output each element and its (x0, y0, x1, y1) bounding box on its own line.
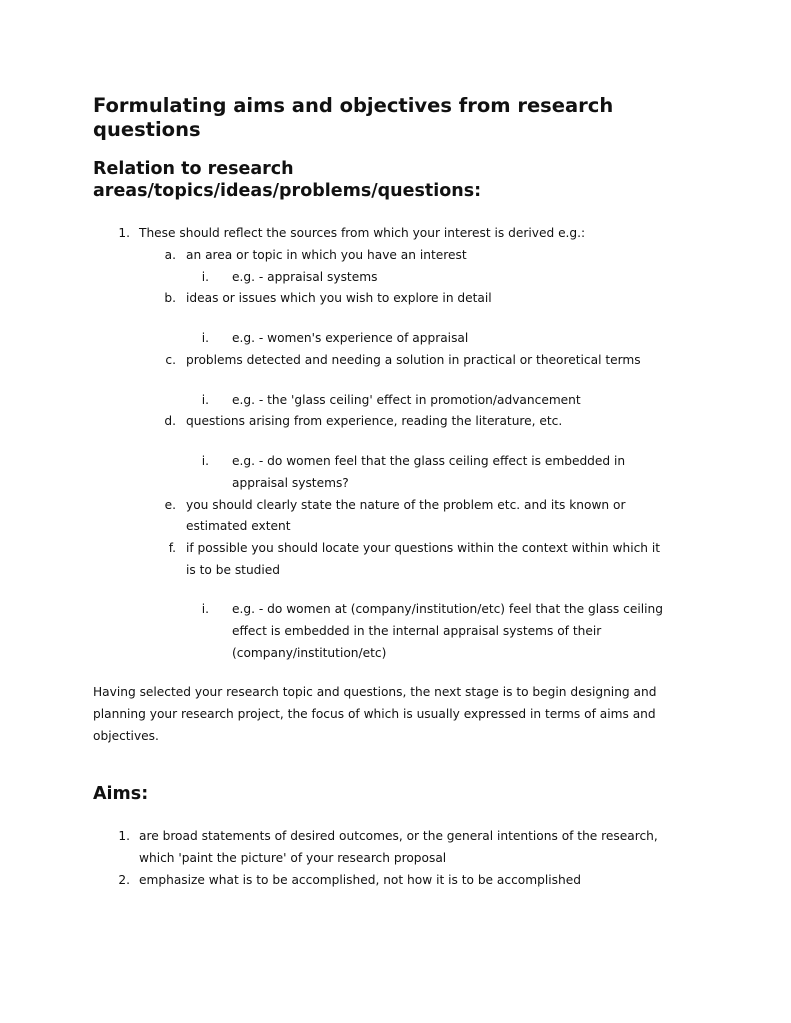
subsublist-marker: i. (201, 270, 209, 284)
subsublist-item-text-continued: appraisal systems? (232, 476, 349, 490)
sublist-item-text: ideas or issues which you wish to explore in detail (186, 291, 492, 305)
list-item-text-continued: which 'paint the picture' of your research proposal (139, 851, 447, 865)
subsublist-item-text: e.g. - appraisal systems (232, 270, 378, 284)
aims-heading: Aims: (93, 784, 149, 804)
list-marker: 1. (118, 226, 130, 240)
subsublist-marker: i. (201, 393, 209, 407)
sublist-item-text: if possible you should locate your questions within the context within which it (186, 541, 661, 555)
list-item-text: These should reflect the sources from which your interest is derived e.g.: (139, 226, 586, 240)
subsublist-marker: i. (201, 602, 209, 616)
sublist-item-text: questions arising from experience, reading the literature, etc. (186, 414, 563, 428)
subsublist-marker: i. (201, 454, 209, 468)
body-paragraph-line-2: planning your research project, the focus of which is usually expressed in terms of aims and (93, 707, 656, 721)
subsublist-item-text: e.g. - women's experience of appraisal (232, 331, 469, 345)
document-title-line-1: Formulating aims and objectives from research (93, 94, 614, 117)
subsublist-marker: i. (201, 331, 209, 345)
body-paragraph-line-3: objectives. (93, 729, 159, 743)
sublist-item-text: you should clearly state the nature of the problem etc. and its known or (186, 498, 626, 512)
subsublist-item-text: e.g. - the 'glass ceiling' effect in promotion/advancement (232, 393, 581, 407)
relation-heading-line-2: areas/topics/ideas/problems/questions: (93, 181, 482, 201)
subsublist-item-text: e.g. - do women feel that the glass ceiling effect is embedded in (232, 454, 626, 468)
subsublist-item-text-continued: effect is embedded in the internal appraisal systems of their (232, 624, 602, 638)
sublist-marker: a. (164, 248, 176, 262)
sublist-item-text: an area or topic in which you have an interest (186, 248, 467, 262)
list-item-text: emphasize what is to be accomplished, not how it is to be accomplished (139, 873, 581, 887)
subsublist-item-text-continued: (company/institution/etc) (232, 646, 387, 660)
sublist-marker: d. (164, 414, 176, 428)
list-item-text: are broad statements of desired outcomes, or the general intentions of the research, (139, 829, 658, 843)
relation-heading-line-1: Relation to research (93, 159, 294, 179)
sublist-marker: e. (164, 498, 176, 512)
sublist-marker: b. (164, 291, 176, 305)
list-marker: 2. (118, 873, 130, 887)
sublist-item-text-continued: is to be studied (186, 563, 281, 577)
sublist-item-text: problems detected and needing a solution in practical or theoretical terms (186, 353, 641, 367)
document-title-line-2: questions (93, 118, 201, 141)
sublist-item-text-continued: estimated extent (186, 519, 291, 533)
sublist-marker: f. (168, 541, 176, 555)
subsublist-item-text: e.g. - do women at (company/institution/etc) feel that the glass ceiling (232, 602, 663, 616)
sublist-marker: c. (165, 353, 176, 367)
list-marker: 1. (118, 829, 130, 843)
body-paragraph-line-1: Having selected your research topic and questions, the next stage is to begin designing and (93, 685, 657, 699)
